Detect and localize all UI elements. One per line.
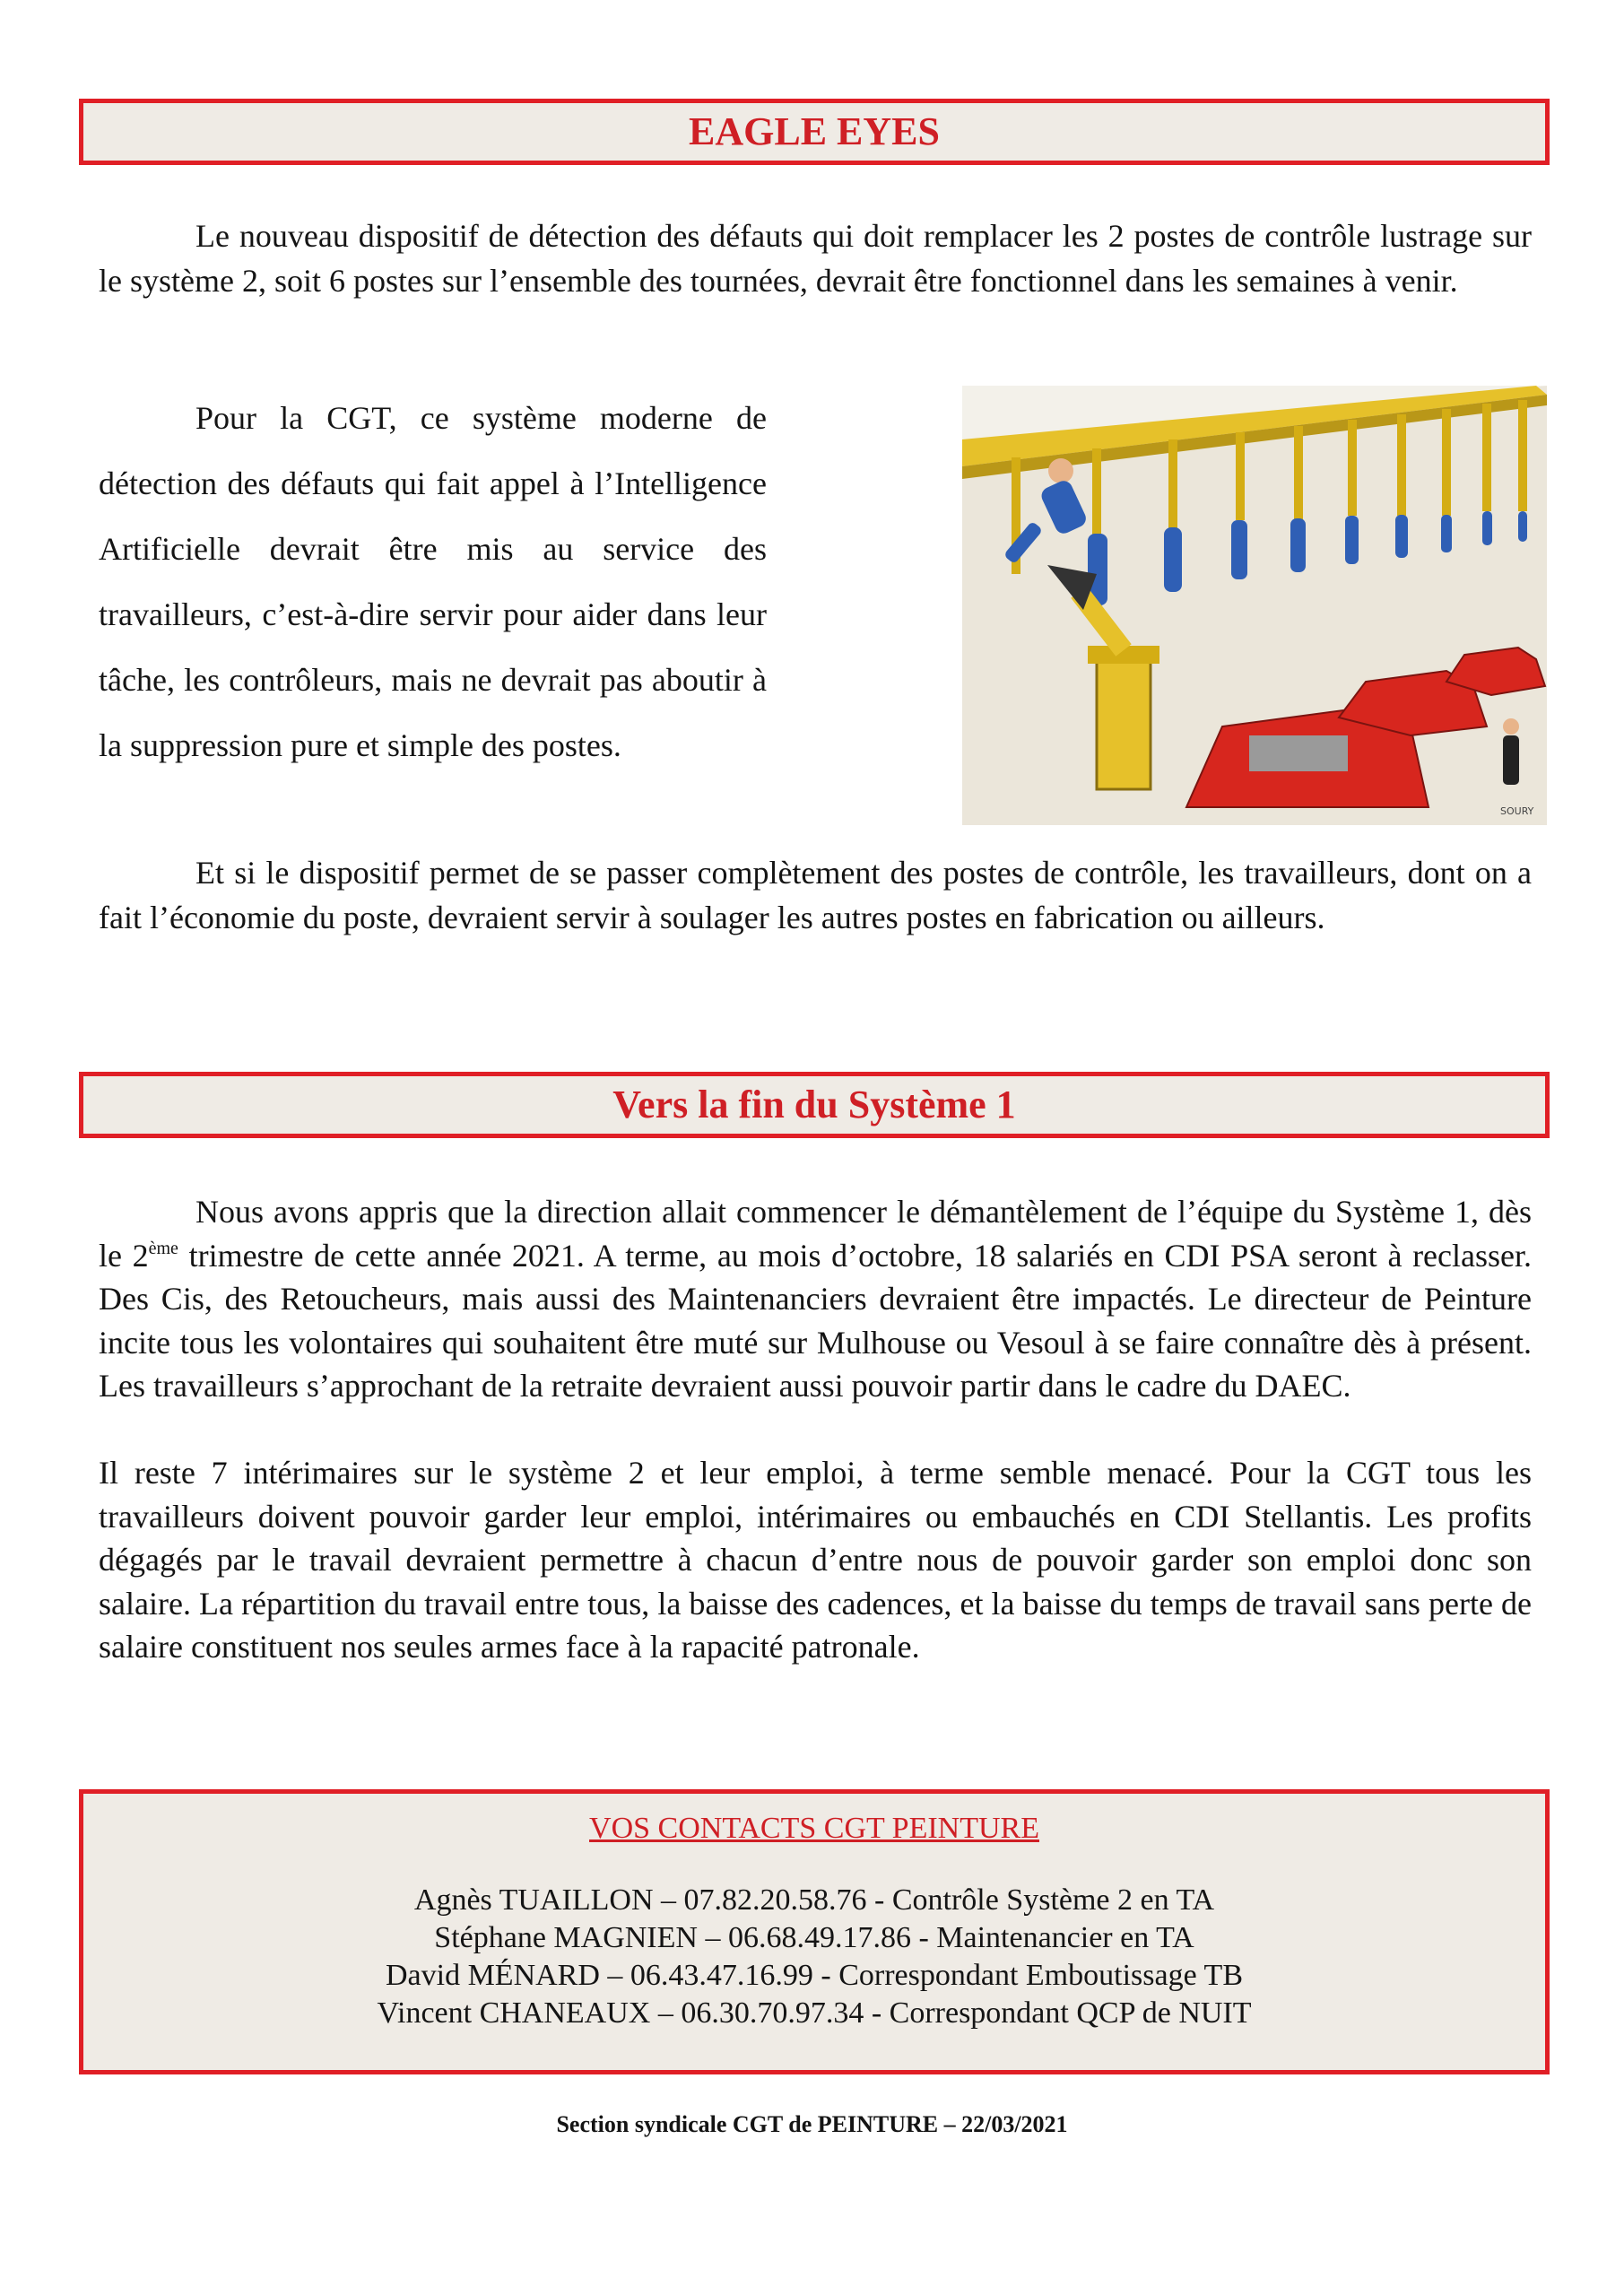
contact-item: Stéphane MAGNIEN – 06.68.49.17.86 - Maintenancier en TA bbox=[434, 1921, 1194, 1954]
svg-text:SOURY: SOURY bbox=[1500, 805, 1534, 817]
section-title-eagle-eyes: EAGLE EYES bbox=[79, 99, 1550, 165]
assembly-line-cartoon bbox=[962, 386, 1547, 825]
section-title-systeme-1: Vers la fin du Système 1 bbox=[79, 1072, 1550, 1138]
paragraph-intro: Le nouveau dispositif de détection des défauts qui doit remplacer les 2 postes de contrôle lustrage sur le système 2, soit 6 postes sur l’ensemble des tournées, devrait être fonctionnel dans les semaines à venir. bbox=[99, 218, 1532, 299]
contacts-title: VOS CONTACTS CGT PEINTURE bbox=[589, 1812, 1039, 1845]
paragraph-cgt-opinion: Pour la CGT, ce système moderne de détection des défauts qui fait appel à l’Intelligence Artificielle devrait être mis au service des travailleurs, c’est-à-dire servir pour aider dans leur tâche, les contrôleurs, mais ne devrait pas aboutir à la suppression pure et simple des postes. bbox=[99, 400, 767, 763]
contact-item: Vincent CHANEAUX – 06.30.70.97.34 - Correspondant QCP de NUIT bbox=[377, 1996, 1252, 2030]
contacts-list bbox=[83, 1882, 1545, 2032]
contact-item: Agnès TUAILLON – 07.82.20.58.76 - Contrôle Système 2 en TA bbox=[413, 1883, 1215, 1917]
paragraph-demantelement-part2: trimestre de cette année 2021. A terme, au mois d’octobre, 18 salariés en CDI PSA seront à reclasser. Des Cis, des Retoucheurs, mais aussi des Maintenanciers devraient être impactés. Le directeur de Peinture incite tous les volontaires qui souhaitent être muté sur Mulhouse ou Vesoul à se faire connaître dès à présent. Les travailleurs s’approchant de la retraite devraient aussi pouvoir partir dans le cadre du DAEC. bbox=[99, 1237, 1532, 1404]
contact-item: David MÉNARD – 06.43.47.16.99 - Correspondant Emboutissage TB bbox=[385, 1959, 1244, 1992]
paragraph-interimaires: Il reste 7 intérimaires sur le système 2 et leur emploi, à terme semble menacé. Pour la CGT tous les travailleurs doivent pouvoir garder leur emploi, intérimaires ou embauchés en CDI Stellantis. Les profits dégagés par le travail devraient permettre à chacun d’entre nous de pouvoir garder son emploi donc son salaire. La répartition du travail entre tous, la baisse des cadences, et la baisse du temps de travail sans perte de salaire constituent nos seules armes face à la rapacité patronale. bbox=[99, 1455, 1532, 1665]
paragraph-demantelement-part1: Nous avons appris que la direction allait commencer le démantèlement de l’équipe du Système 1, dès le 2 bbox=[99, 1194, 1532, 1274]
contacts-box bbox=[79, 1789, 1550, 2074]
paragraph-demantelement bbox=[99, 1190, 1532, 1408]
superscript-eme: ème bbox=[148, 1238, 178, 1258]
footer-signature: Section syndicale CGT de PEINTURE – 22/03/2021 bbox=[556, 2111, 1068, 2137]
paragraph-conclusion: Et si le dispositif permet de se passer complètement des postes de contrôle, les travailleurs, dont on a fait l’économie du poste, devraient servir à soulager les autres postes en fabrication ou ailleurs. bbox=[99, 855, 1532, 935]
